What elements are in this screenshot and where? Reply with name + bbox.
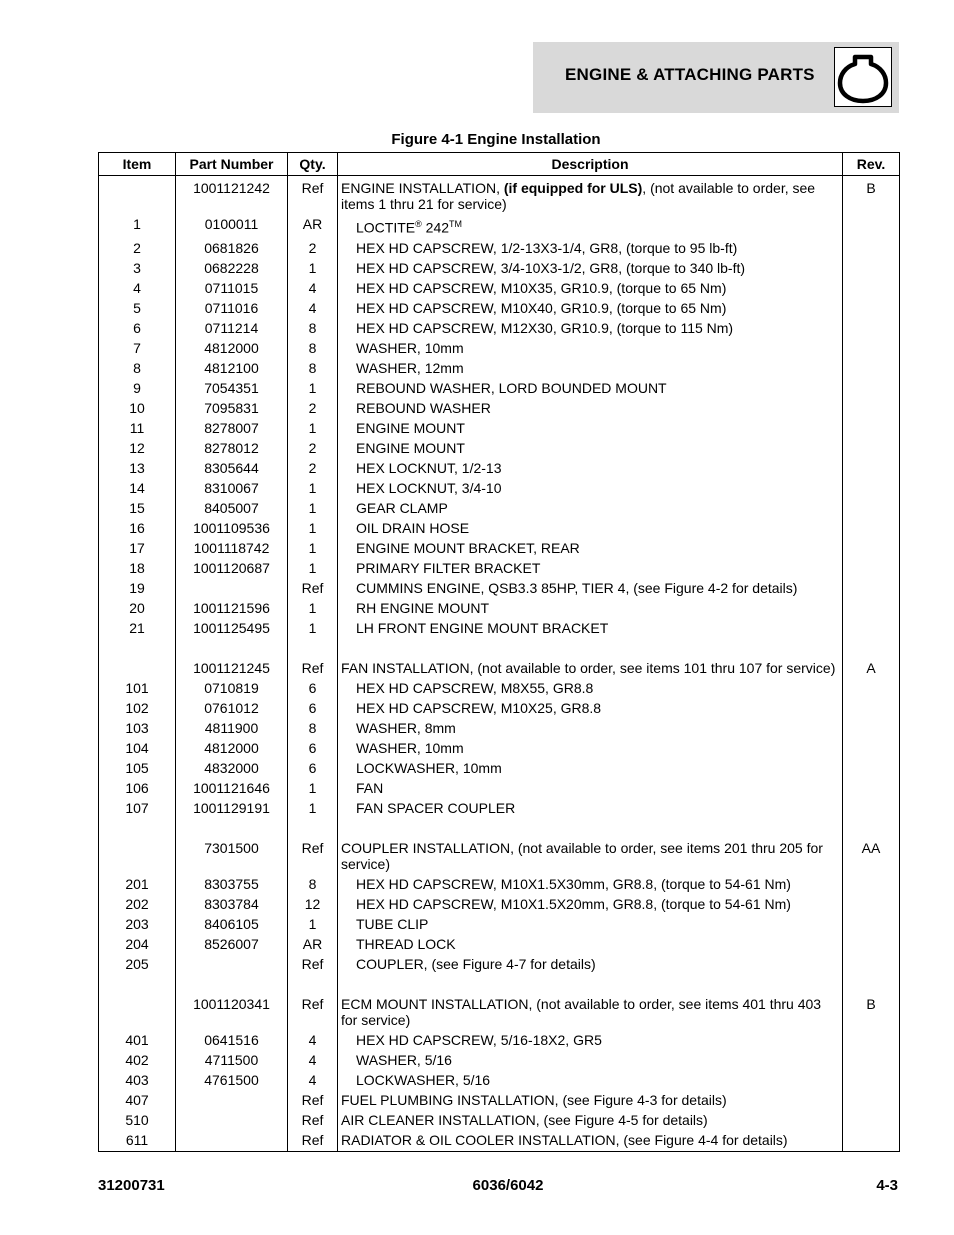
qty-cell: Ref xyxy=(288,176,338,215)
qty-cell: 1 xyxy=(288,598,338,618)
description-cell: ENGINE MOUNT xyxy=(338,438,843,458)
spacer-cell xyxy=(843,818,900,838)
description-cell: ENGINE MOUNT BRACKET, REAR xyxy=(338,538,843,558)
description-cell xyxy=(338,176,843,215)
item-cell: 5 xyxy=(99,298,176,318)
qty-cell: 1 xyxy=(288,618,338,638)
part-number-cell: 0711016 xyxy=(176,298,288,318)
part-number-cell: 1001121646 xyxy=(176,778,288,798)
table-row xyxy=(99,914,900,934)
item-cell: 510 xyxy=(99,1110,176,1130)
rev-cell xyxy=(843,1030,900,1050)
item-cell: 107 xyxy=(99,798,176,818)
qty-cell: 8 xyxy=(288,874,338,894)
item-cell: 7 xyxy=(99,338,176,358)
qty-cell: 2 xyxy=(288,238,338,258)
rev-cell xyxy=(843,698,900,718)
rev-cell xyxy=(843,578,900,598)
spacer-cell xyxy=(288,974,338,994)
table-row xyxy=(99,558,900,578)
table-row xyxy=(99,418,900,438)
rev-cell xyxy=(843,598,900,618)
description-fragment: (if equipped for ULS) xyxy=(503,180,643,196)
rev-cell xyxy=(843,258,900,278)
qty-cell: 8 xyxy=(288,338,338,358)
table-row xyxy=(99,778,900,798)
qty-cell: 6 xyxy=(288,698,338,718)
item-cell: 20 xyxy=(99,598,176,618)
qty-cell: Ref xyxy=(288,1090,338,1110)
item-cell: 11 xyxy=(99,418,176,438)
description-fragment: ENGINE INSTALLATION, xyxy=(341,180,504,196)
rev-cell: AA xyxy=(843,838,900,874)
item-cell: 611 xyxy=(99,1130,176,1152)
item-cell xyxy=(99,994,176,1030)
qty-cell: Ref xyxy=(288,578,338,598)
part-number-cell: 0681826 xyxy=(176,238,288,258)
rev-cell: B xyxy=(843,994,900,1030)
table-row xyxy=(99,278,900,298)
item-cell: 4 xyxy=(99,278,176,298)
table-row xyxy=(99,298,900,318)
footer-doc-number: 31200731 xyxy=(98,1177,165,1194)
description-cell: ENGINE MOUNT xyxy=(338,418,843,438)
description-cell: AIR CLEANER INSTALLATION, (see Figure 4-5 for details) xyxy=(338,1110,843,1130)
item-cell: 203 xyxy=(99,914,176,934)
table-row xyxy=(99,238,900,258)
table-row xyxy=(99,378,900,398)
item-cell: 21 xyxy=(99,618,176,638)
table-row xyxy=(99,214,900,238)
description-cell: FAN xyxy=(338,778,843,798)
table-row xyxy=(99,458,900,478)
description-cell: WASHER, 8mm xyxy=(338,718,843,738)
description-cell: WASHER, 5/16 xyxy=(338,1050,843,1070)
description-cell: HEX HD CAPSCREW, 3/4-10X3-1/2, GR8, (torque to 340 lb-ft) xyxy=(338,258,843,278)
rev-cell xyxy=(843,278,900,298)
qty-cell: 12 xyxy=(288,894,338,914)
item-cell: 407 xyxy=(99,1090,176,1110)
part-number-cell: 1001121596 xyxy=(176,598,288,618)
rev-cell xyxy=(843,358,900,378)
qty-cell: 1 xyxy=(288,418,338,438)
part-number-cell: 8310067 xyxy=(176,478,288,498)
item-cell: 106 xyxy=(99,778,176,798)
description-cell: LOCKWASHER, 10mm xyxy=(338,758,843,778)
table-row xyxy=(99,258,900,278)
part-number-cell: 1001121245 xyxy=(176,658,288,678)
item-cell: 17 xyxy=(99,538,176,558)
parts-table xyxy=(98,152,900,1152)
item-cell: 401 xyxy=(99,1030,176,1050)
part-number-cell: 7095831 xyxy=(176,398,288,418)
item-cell: 12 xyxy=(99,438,176,458)
description-cell: FAN SPACER COUPLER xyxy=(338,798,843,818)
rev-cell xyxy=(843,778,900,798)
part-number-cell: 8303755 xyxy=(176,874,288,894)
item-cell: 8 xyxy=(99,358,176,378)
part-number-cell: 1001121242 xyxy=(176,176,288,215)
spacer-cell xyxy=(99,974,176,994)
table-row xyxy=(99,758,900,778)
description-cell: RH ENGINE MOUNT xyxy=(338,598,843,618)
qty-cell: 8 xyxy=(288,358,338,378)
description-fragment: 242 xyxy=(421,219,450,236)
spacer-row xyxy=(99,974,900,994)
description-cell: HEX HD CAPSCREW, M10X25, GR8.8 xyxy=(338,698,843,718)
footer-model: 6036/6042 xyxy=(472,1177,544,1194)
item-cell: 201 xyxy=(99,874,176,894)
rev-cell xyxy=(843,1130,900,1152)
description-fragment: LOCTITE xyxy=(356,219,416,236)
rev-cell xyxy=(843,738,900,758)
spacer-row xyxy=(99,638,900,658)
item-cell: 101 xyxy=(99,678,176,698)
description-cell: FUEL PLUMBING INSTALLATION, (see Figure 4-3 for details) xyxy=(338,1090,843,1110)
description-cell: THREAD LOCK xyxy=(338,934,843,954)
part-number-cell xyxy=(176,1110,288,1130)
item-cell: 105 xyxy=(99,758,176,778)
engine-outline-icon xyxy=(834,47,892,107)
item-cell: 1 xyxy=(99,214,176,238)
table-row xyxy=(99,578,900,598)
item-cell: 16 xyxy=(99,518,176,538)
table-row xyxy=(99,934,900,954)
table-row xyxy=(99,518,900,538)
item-cell: 6 xyxy=(99,318,176,338)
rev-cell xyxy=(843,478,900,498)
description-cell: HEX HD CAPSCREW, M10X40, GR10.9, (torque to 65 Nm) xyxy=(338,298,843,318)
table-row xyxy=(99,954,900,974)
part-number-cell: 4761500 xyxy=(176,1070,288,1090)
rev-cell xyxy=(843,318,900,338)
rev-cell xyxy=(843,538,900,558)
part-number-cell: 0641516 xyxy=(176,1030,288,1050)
part-number-cell: 0711015 xyxy=(176,278,288,298)
description-cell: OIL DRAIN HOSE xyxy=(338,518,843,538)
item-cell: 13 xyxy=(99,458,176,478)
part-number-cell xyxy=(176,1090,288,1110)
item-cell: 205 xyxy=(99,954,176,974)
table-row xyxy=(99,1090,900,1110)
rev-cell xyxy=(843,438,900,458)
table-row xyxy=(99,598,900,618)
description-fragment: , (not available to order, see items 1 thru 21 for service) xyxy=(341,180,816,212)
description-cell xyxy=(338,214,843,238)
item-cell: 204 xyxy=(99,934,176,954)
rev-cell xyxy=(843,934,900,954)
footer-page-number: 4-3 xyxy=(876,1177,898,1194)
table-row xyxy=(99,658,900,678)
description-fragment: TM xyxy=(449,219,463,229)
description-cell: HEX LOCKNUT, 3/4-10 xyxy=(338,478,843,498)
description-cell: RADIATOR & OIL COOLER INSTALLATION, (see Figure 4-4 for details) xyxy=(338,1130,843,1152)
table-row xyxy=(99,738,900,758)
table-row xyxy=(99,338,900,358)
rev-cell xyxy=(843,718,900,738)
table-row xyxy=(99,838,900,874)
rev-cell xyxy=(843,874,900,894)
rev-cell xyxy=(843,1090,900,1110)
item-cell xyxy=(99,658,176,678)
part-number-cell: 0711214 xyxy=(176,318,288,338)
qty-cell: 1 xyxy=(288,538,338,558)
rev-cell xyxy=(843,214,900,238)
rev-cell xyxy=(843,1070,900,1090)
part-number-cell xyxy=(176,578,288,598)
qty-cell: 1 xyxy=(288,558,338,578)
qty-cell: 1 xyxy=(288,798,338,818)
part-number-cell: 4811900 xyxy=(176,718,288,738)
spacer-cell xyxy=(338,818,843,838)
rev-cell: B xyxy=(843,176,900,215)
description-cell: TUBE CLIP xyxy=(338,914,843,934)
table-row xyxy=(99,1070,900,1090)
table-row xyxy=(99,994,900,1030)
part-number-cell: 1001120341 xyxy=(176,994,288,1030)
description-cell: COUPLER, (see Figure 4-7 for details) xyxy=(338,954,843,974)
qty-cell: 1 xyxy=(288,378,338,398)
description-cell: HEX HD CAPSCREW, M10X1.5X20mm, GR8.8, (torque to 54-61 Nm) xyxy=(338,894,843,914)
part-number-cell: 4711500 xyxy=(176,1050,288,1070)
spacer-cell xyxy=(176,638,288,658)
qty-cell: 1 xyxy=(288,498,338,518)
parts-table-body xyxy=(99,176,900,1152)
description-cell: WASHER, 12mm xyxy=(338,358,843,378)
rev-cell xyxy=(843,338,900,358)
item-cell: 3 xyxy=(99,258,176,278)
table-row xyxy=(99,718,900,738)
description-cell: HEX HD CAPSCREW, M12X30, GR10.9, (torque to 115 Nm) xyxy=(338,318,843,338)
rev-cell xyxy=(843,914,900,934)
description-cell: HEX LOCKNUT, 1/2-13 xyxy=(338,458,843,478)
spacer-row xyxy=(99,818,900,838)
table-row xyxy=(99,358,900,378)
table-row xyxy=(99,798,900,818)
part-number-cell xyxy=(176,1130,288,1152)
item-cell xyxy=(99,838,176,874)
qty-cell: 8 xyxy=(288,318,338,338)
qty-cell: Ref xyxy=(288,838,338,874)
description-cell: HEX HD CAPSCREW, 5/16-18X2, GR5 xyxy=(338,1030,843,1050)
rev-cell xyxy=(843,618,900,638)
part-number-cell: 4812000 xyxy=(176,338,288,358)
description-cell: HEX HD CAPSCREW, M8X55, GR8.8 xyxy=(338,678,843,698)
qty-cell: 1 xyxy=(288,258,338,278)
table-row xyxy=(99,678,900,698)
figure-title: Figure 4-1 Engine Installation xyxy=(391,131,601,148)
qty-cell: 6 xyxy=(288,758,338,778)
item-cell: 19 xyxy=(99,578,176,598)
qty-cell: 2 xyxy=(288,438,338,458)
table-header-row xyxy=(99,153,900,176)
qty-cell: 4 xyxy=(288,1030,338,1050)
column-header-item: Item xyxy=(99,153,176,176)
rev-cell xyxy=(843,498,900,518)
qty-cell: 2 xyxy=(288,398,338,418)
part-number-cell: 4812000 xyxy=(176,738,288,758)
part-number-cell: 8278012 xyxy=(176,438,288,458)
table-row xyxy=(99,874,900,894)
qty-cell: 6 xyxy=(288,738,338,758)
qty-cell: Ref xyxy=(288,1130,338,1152)
part-number-cell: 8303784 xyxy=(176,894,288,914)
qty-cell: 4 xyxy=(288,278,338,298)
description-cell: REBOUND WASHER xyxy=(338,398,843,418)
item-cell: 18 xyxy=(99,558,176,578)
item-cell: 102 xyxy=(99,698,176,718)
table-row xyxy=(99,1130,900,1152)
description-cell: WASHER, 10mm xyxy=(338,738,843,758)
rev-cell xyxy=(843,954,900,974)
rev-cell xyxy=(843,398,900,418)
item-cell: 2 xyxy=(99,238,176,258)
description-cell: ECM MOUNT INSTALLATION, (not available to order, see items 401 thru 403 for service) xyxy=(338,994,843,1030)
column-header-rev: Rev. xyxy=(843,153,900,176)
item-cell: 402 xyxy=(99,1050,176,1070)
rev-cell xyxy=(843,1110,900,1130)
part-number-cell: 1001109536 xyxy=(176,518,288,538)
item-cell: 202 xyxy=(99,894,176,914)
part-number-cell: 1001125495 xyxy=(176,618,288,638)
item-cell: 9 xyxy=(99,378,176,398)
part-number-cell: 1001118742 xyxy=(176,538,288,558)
part-number-cell: 8405007 xyxy=(176,498,288,518)
table-row xyxy=(99,176,900,215)
part-number-cell: 0682228 xyxy=(176,258,288,278)
rev-cell xyxy=(843,518,900,538)
table-row xyxy=(99,1110,900,1130)
spacer-cell xyxy=(99,818,176,838)
spacer-cell xyxy=(288,638,338,658)
rev-cell xyxy=(843,678,900,698)
rev-cell xyxy=(843,238,900,258)
table-row xyxy=(99,1030,900,1050)
qty-cell: 1 xyxy=(288,914,338,934)
qty-cell: 4 xyxy=(288,1050,338,1070)
part-number-cell: 1001120687 xyxy=(176,558,288,578)
rev-cell xyxy=(843,1050,900,1070)
item-cell: 15 xyxy=(99,498,176,518)
qty-cell: 4 xyxy=(288,298,338,318)
item-cell: 104 xyxy=(99,738,176,758)
qty-cell: Ref xyxy=(288,658,338,678)
rev-cell: A xyxy=(843,658,900,678)
description-cell: HEX HD CAPSCREW, M10X1.5X30mm, GR8.8, (torque to 54-61 Nm) xyxy=(338,874,843,894)
qty-cell: AR xyxy=(288,214,338,238)
rev-cell xyxy=(843,558,900,578)
part-number-cell: 8278007 xyxy=(176,418,288,438)
qty-cell: 6 xyxy=(288,678,338,698)
part-number-cell: 7054351 xyxy=(176,378,288,398)
column-header-part-number: Part Number xyxy=(176,153,288,176)
table-row xyxy=(99,498,900,518)
part-number-cell: 0761012 xyxy=(176,698,288,718)
part-number-cell xyxy=(176,954,288,974)
part-number-cell: 1001129191 xyxy=(176,798,288,818)
qty-cell: Ref xyxy=(288,954,338,974)
qty-cell: 1 xyxy=(288,478,338,498)
qty-cell: 1 xyxy=(288,778,338,798)
table-row xyxy=(99,438,900,458)
spacer-cell xyxy=(338,974,843,994)
part-number-cell: 4812100 xyxy=(176,358,288,378)
table-row xyxy=(99,1050,900,1070)
rev-cell xyxy=(843,798,900,818)
part-number-cell: 0710819 xyxy=(176,678,288,698)
column-header-qty: Qty. xyxy=(288,153,338,176)
qty-cell: Ref xyxy=(288,1110,338,1130)
qty-cell: 1 xyxy=(288,518,338,538)
part-number-cell: 8305644 xyxy=(176,458,288,478)
description-cell: HEX HD CAPSCREW, M10X35, GR10.9, (torque to 65 Nm) xyxy=(338,278,843,298)
table-row xyxy=(99,698,900,718)
description-cell: PRIMARY FILTER BRACKET xyxy=(338,558,843,578)
item-cell: 14 xyxy=(99,478,176,498)
part-number-cell: 7301500 xyxy=(176,838,288,874)
rev-cell xyxy=(843,894,900,914)
rev-cell xyxy=(843,418,900,438)
spacer-cell xyxy=(843,638,900,658)
table-row xyxy=(99,318,900,338)
qty-cell: 4 xyxy=(288,1070,338,1090)
description-cell: WASHER, 10mm xyxy=(338,338,843,358)
qty-cell: 2 xyxy=(288,458,338,478)
spacer-cell xyxy=(843,974,900,994)
column-header-description: Description xyxy=(338,153,843,176)
item-cell: 403 xyxy=(99,1070,176,1090)
qty-cell: Ref xyxy=(288,994,338,1030)
item-cell: 103 xyxy=(99,718,176,738)
rev-cell xyxy=(843,758,900,778)
description-cell: REBOUND WASHER, LORD BOUNDED MOUNT xyxy=(338,378,843,398)
spacer-cell xyxy=(176,974,288,994)
rev-cell xyxy=(843,458,900,478)
item-cell: 10 xyxy=(99,398,176,418)
spacer-cell xyxy=(288,818,338,838)
description-cell: LH FRONT ENGINE MOUNT BRACKET xyxy=(338,618,843,638)
description-cell: LOCKWASHER, 5/16 xyxy=(338,1070,843,1090)
part-number-cell: 0100011 xyxy=(176,214,288,238)
spacer-cell xyxy=(338,638,843,658)
item-cell xyxy=(99,176,176,215)
qty-cell: 8 xyxy=(288,718,338,738)
description-cell: CUMMINS ENGINE, QSB3.3 85HP, TIER 4, (see Figure 4-2 for details) xyxy=(338,578,843,598)
part-number-cell: 8526007 xyxy=(176,934,288,954)
rev-cell xyxy=(843,378,900,398)
description-cell: HEX HD CAPSCREW, 1/2-13X3-1/4, GR8, (torque to 95 lb-ft) xyxy=(338,238,843,258)
table-row xyxy=(99,618,900,638)
table-row xyxy=(99,398,900,418)
table-row xyxy=(99,478,900,498)
spacer-cell xyxy=(176,818,288,838)
description-cell: GEAR CLAMP xyxy=(338,498,843,518)
part-number-cell: 4832000 xyxy=(176,758,288,778)
table-row xyxy=(99,538,900,558)
spacer-cell xyxy=(99,638,176,658)
description-fragment: ® xyxy=(415,219,422,229)
part-number-cell: 8406105 xyxy=(176,914,288,934)
table-row xyxy=(99,894,900,914)
qty-cell: AR xyxy=(288,934,338,954)
rev-cell xyxy=(843,298,900,318)
description-cell: COUPLER INSTALLATION, (not available to order, see items 201 thru 205 for service) xyxy=(338,838,843,874)
section-title: ENGINE & ATTACHING PARTS xyxy=(565,65,815,84)
description-cell: FAN INSTALLATION, (not available to order, see items 101 thru 107 for service) xyxy=(338,658,843,678)
